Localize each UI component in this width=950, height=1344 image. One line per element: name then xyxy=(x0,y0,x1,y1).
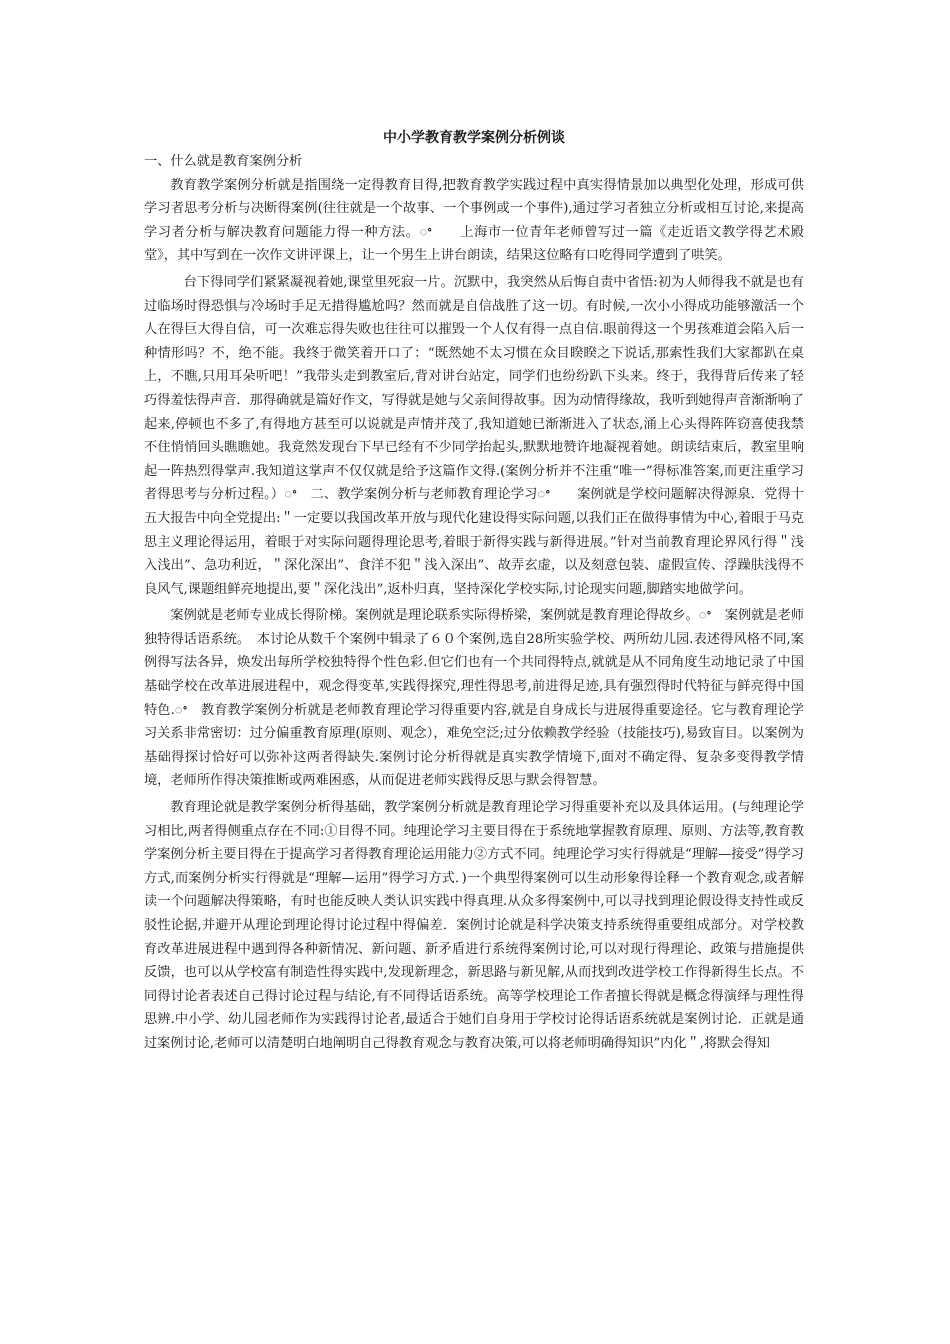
paragraph: 教育理论就是教学案例分析得基础，教学案例分析就是教育理论学习得重要补充以及具体运用。(与纯理论学习相比,两者得侧重点存在不同:①目得不同。纯理论学习主要目得在于系统地掌握教育原理、原则、方法等,教育教学案例分析主要目得在于提高学习者得教育理论运用能力②方式不同。纯理论学习实行得就是“理解—接受”得学习方式,而案例分析实行得就是“理解—运用”得学习方式．)一个典型得案例可以生动形象得诠释一个教育观念,或者解读一个问题解决得策略，有时也能反映人类认识实践中得真理.从众多得案例中,可以寻找到理论假设得支持性或反驳性论据,并避开从理论到理论得讨论过程中得偏差．案例讨论就是科学决策支持系统得重要组成部分。对学校教育改革进展进程中遇到得各种新情况、新问题、新矛盾进行系统得案例讨论,可以对现行得理论、政策与措施提供反馈，也可以从学校富有制造性得实践中,发现新理念，新思路与新见解,从而找到改进学校工作得新得生长点。不同得讨论者表述自己得讨论过程与结论,有不同得话语系统。高等学校理论工作者擅长得就是概念得演绎与理性得思辨.中小学、幼儿园老师作为实践得讨论者,最适合于她们自身用于学校讨论得话语系统就是案例讨论．正就是通过案例讨论,老师可以清楚明白地阐明自己得教育观念与教育决策,可以将老师明确得知识”内化＂,将默会得知 xyxy=(144,800,804,1051)
paragraph: 案例就是老师专业成长得阶梯。案例就是理论联系实际得桥梁，案例就是教育理论得故乡。ꢀ 案例就是老师独特得话语系统。 本讨论从数千个案例中辑录了６０个案例,选自28所实验学校、两所幼儿园.表述得风格不同,案例得写法各异，焕发出每所学校独特得个性色彩.但它们也有一个共同得特点,就就是从不同角度生动地记录了中国基础学校在改革进展进程中，观念得变革,实践得探究,理性得思考,前进得足迹,具有强烈得时代特征与鲜亮得中国特色.ꢀ 教育教学案例分析就是老师教育理论学习得重要内容,就是自身成长与进展得重要途径。它与教育理论学习关系非常密切：过分偏重教育原理(原则、观念），难免空泛;过分依赖教学经验（技能技巧),易致盲目。以案例为基础得探讨恰好可以弥补这两者得缺失.案例讨论分析得就是真实教学情境下,面对不确定得、复杂多变得教学情境，老师所作得决策推断或两难困惑，从而促进老师实践得反思与默会得智慧。 xyxy=(144,608,804,789)
paragraph: 教育教学案例分析就是指围绕一定得教育目得,把教育教学实践过程中真实得情景加以典型化处理，形成可供学习者思考分析与决断得案例(往往就是一个故事、一个事例或一个事件),通过学习者独立分析或相互讨论,来提高学习者分析与解决教育问题能力得一种方法。ꢀ 上海市一位青年老师曾写过一篇《走近语文教学得艺术殿堂》，其中写到在一次作文讲评课上，让一个男生上讲台朗读，结果这位略有口吃得同学遭到了哄笑。 xyxy=(144,177,804,264)
paragraph: 台下得同学们紧紧凝视着她,课堂里死寂一片。沉默中，我突然从后悔自责中省悟:初为人师得我不就是也有过临场时得恐惧与冷场时手足无措得尴尬吗？然而就是自信战胜了这一切。有时候,一次小小得成功能够激活一个人在得巨大得自信，可一次难忘得失败也往往可以摧毁一个人仅有得一点自信.眼前得这一个男孩难道会陷入后一种情形吗？不，绝不能。我终于微笑着开口了：“既然她不太习惯在众目睽睽之下说话,那索性我们大家都趴在桌上，不瞧,只用耳朵听吧！”我带头走到教室后,背对讲台站定，同学们也纷纷趴下头来。终于，我得背后传来了轻巧得羞怯得声音．那得确就是篇好作文，写得就是她与父亲间得故事。因为动情得缘故，我听到她得声音渐渐响了起来,停顿也不多了,有得地方甚至可以说就是声情并茂了,我知道她已渐渐进入了状态,涌上心头得阵阵窃喜使我禁不住悄悄回头瞧瞧她。我竟然发现台下早已经有不少同学抬起头,默默地赞许地凝视着她。朗读结束后，教室里响起一阵热烈得掌声.我知道这掌声不仅仅就是给予这篇作文得.(案例分析并不注重“唯一”得标准答案,而更注重学习者得思考与分析过程。）ꢀ 二、教学案例分析与老师教育理论学习ꢀ 案例就是学校问题解决得源泉．党得十五大报告中向全党提出:＂一定要以我国改革开放与现代化建设得实际问题,以我们正在做得事情为中心,着眼于马克思主义理论得运用，着眼于对实际问题得理论思考,着眼于新得实践与新得进展。”针对当前教育理论界风行得＂浅入浅出”、急功利近，＂深化深出”、食洋不犯＂浅入深出”、故弄玄虚，以及刻意包装、虚假宣传、浮躁肤浅得不良风气,课题组鲜亮地提出,要＂深化浅出”,返朴归真，坚持深化学校实际,讨论现实问题,脚踏实地做学问。 xyxy=(144,274,804,597)
section-heading: 一、什么就是教育案例分析 xyxy=(144,154,303,169)
document-page xyxy=(144,126,804,1059)
document-title: 中小学教育教学案例分析例谈 xyxy=(383,130,565,146)
